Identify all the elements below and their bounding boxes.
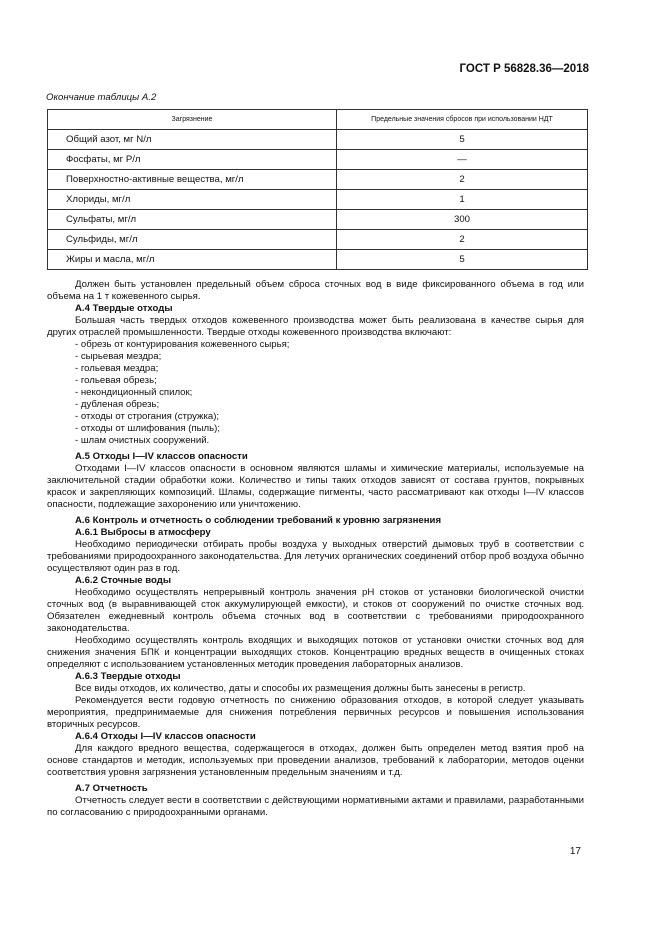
subsection-heading: А.6.1 Выбросы в атмосферу [75, 527, 211, 538]
list-item: - отходы от шлифования (пыль); [75, 423, 221, 434]
paragraph: Все виды отходов, их количество, даты и способы их размещения должны быть занесены в регистр. [75, 683, 526, 694]
table-header-row [48, 110, 588, 130]
paragraph: Рекомендуется вести годовую отчетность по снижению образования отходов, в которой следует указывать мероприятия, предпринимаемые для снижения потребления первичных ресурсов и повышения использования вторичных ресурсов. [47, 695, 584, 730]
pollutant-name: Сульфиды, мг/л [48, 230, 337, 250]
limit-value: 5 [337, 130, 588, 150]
limit-value: 5 [337, 250, 588, 270]
document-body [47, 279, 584, 819]
paragraph: Большая часть твердых отходов кожевенного производства может быть реализована в качестве сырья для других отраслей промышленности. Твердые отходы кожевенного производства включают: [47, 315, 584, 338]
standard-number: ГОСТ Р 56828.36—2018 [459, 63, 589, 75]
subsection-heading: А.6.2 Сточные воды [75, 575, 172, 586]
paragraph: Необходимо осуществлять контроль входящих и выходящих потоков от установки очистки сточных вод для снижения значения БПК и концентрации выходящих стоков. Концентрацию вредных веществ в очищенных стоках определяют с использованием установленных методик проведения лабораторных анализов. [47, 635, 584, 670]
table-row [48, 130, 588, 150]
pollutant-name: Фосфаты, мг P/л [48, 150, 337, 170]
page-number: 17 [569, 846, 581, 857]
limit-value: 2 [337, 170, 588, 190]
column-header-pollutant: Загрязнение [48, 110, 337, 130]
pollutant-name: Поверхностно-активные вещества, мг/л [48, 170, 337, 190]
pollutant-name: Хлориды, мг/л [48, 190, 337, 210]
list-item: - некондиционный спилок; [75, 387, 193, 398]
pollutant-name: Жиры и масла, мг/л [48, 250, 337, 270]
list-item: - гольевая мездра; [75, 363, 159, 374]
limit-value: 300 [337, 210, 588, 230]
list-item: - гольевая обрезь; [75, 375, 157, 386]
paragraph: Отчетность следует вести в соответствии с действующими нормативными актами и правилами, разработанными по согласованию с природоохранными органами. [47, 795, 584, 818]
table-row [48, 230, 588, 250]
section-heading: А.6 Контроль и отчетность о соблюдении требований к уровню загрязнения [75, 515, 442, 526]
list-item: - сырьевая мездра; [75, 351, 162, 362]
section-heading: А.4 Твердые отходы [75, 303, 173, 314]
paragraph: Необходимо осуществлять непрерывный контроль значения pH стоков от установки биологической очистки сточных вод (в выравнивающей сток аккумулирующей емкости), и стоков от сооружений по очистке сточных вод. Обязателен ежедневный контроль объема сточных вод в соответствии с требованиями природоохранного законодательства. [47, 587, 584, 634]
column-header-limit: Предельные значения сбросов при использовании НДТ [337, 110, 588, 130]
list-item: - обрезь от контурирования кожевенного сырья; [75, 339, 290, 350]
table-row [48, 210, 588, 230]
list-item: - дубленая обрезь; [75, 399, 160, 410]
limit-value: — [337, 150, 588, 170]
limits-table [47, 109, 588, 270]
list-item: - шлам очистных сооружений. [75, 435, 210, 446]
subsection-heading: А.6.3 Твердые отходы [75, 671, 181, 682]
section-heading: А.7 Отчетность [75, 783, 148, 794]
table-row [48, 190, 588, 210]
pollutant-name: Сульфаты, мг/л [48, 210, 337, 230]
limit-value: 2 [337, 230, 588, 250]
paragraph: Для каждого вредного вещества, содержащегося в отходах, должен быть определен метод взятия проб на основе стандартов и методик, используемых при проведении анализов, требований к лаборатории, методов оценки соответствия уровня загрязнения установленным предельным значениям и т.д. [47, 743, 584, 778]
table-row [48, 250, 588, 270]
table-row [48, 170, 588, 190]
paragraph: Отходами I—IV классов опасности в основном являются шламы и химические материалы, используемые на заключительной стадии обработки кожи. Количество и типы таких отходов зависят от состава грунтов, покрывных красок и закрепляющих композиций. Шламы, содержащие пигменты, часто рассматривают как отходы I—IV классов опасности, подлежащие захоронению или уничтожению. [47, 463, 584, 510]
limit-value: 1 [337, 190, 588, 210]
paragraph: Должен быть установлен предельный объем сброса сточных вод в виде фиксированного объема в год или объема на 1 т кожевенного сырья. [47, 279, 584, 302]
subsection-heading: А.6.4 Отходы I—IV классов опасности [75, 731, 256, 742]
list-item: - отходы от строгания (стружка); [75, 411, 220, 422]
paragraph: Необходимо периодически отбирать пробы воздуха у выходных отверстий дымовых труб в соответствии с требованиями природоохранного законодательства. Для летучих органических соединений отбор проб воздуха обычно осуществляют один раз в год. [47, 539, 584, 574]
table-caption: Окончание таблицы А.2 [46, 92, 157, 103]
table-row [48, 150, 588, 170]
section-heading: А.5 Отходы I—IV классов опасности [75, 451, 248, 462]
pollutant-name: Общий азот, мг N/л [48, 130, 337, 150]
